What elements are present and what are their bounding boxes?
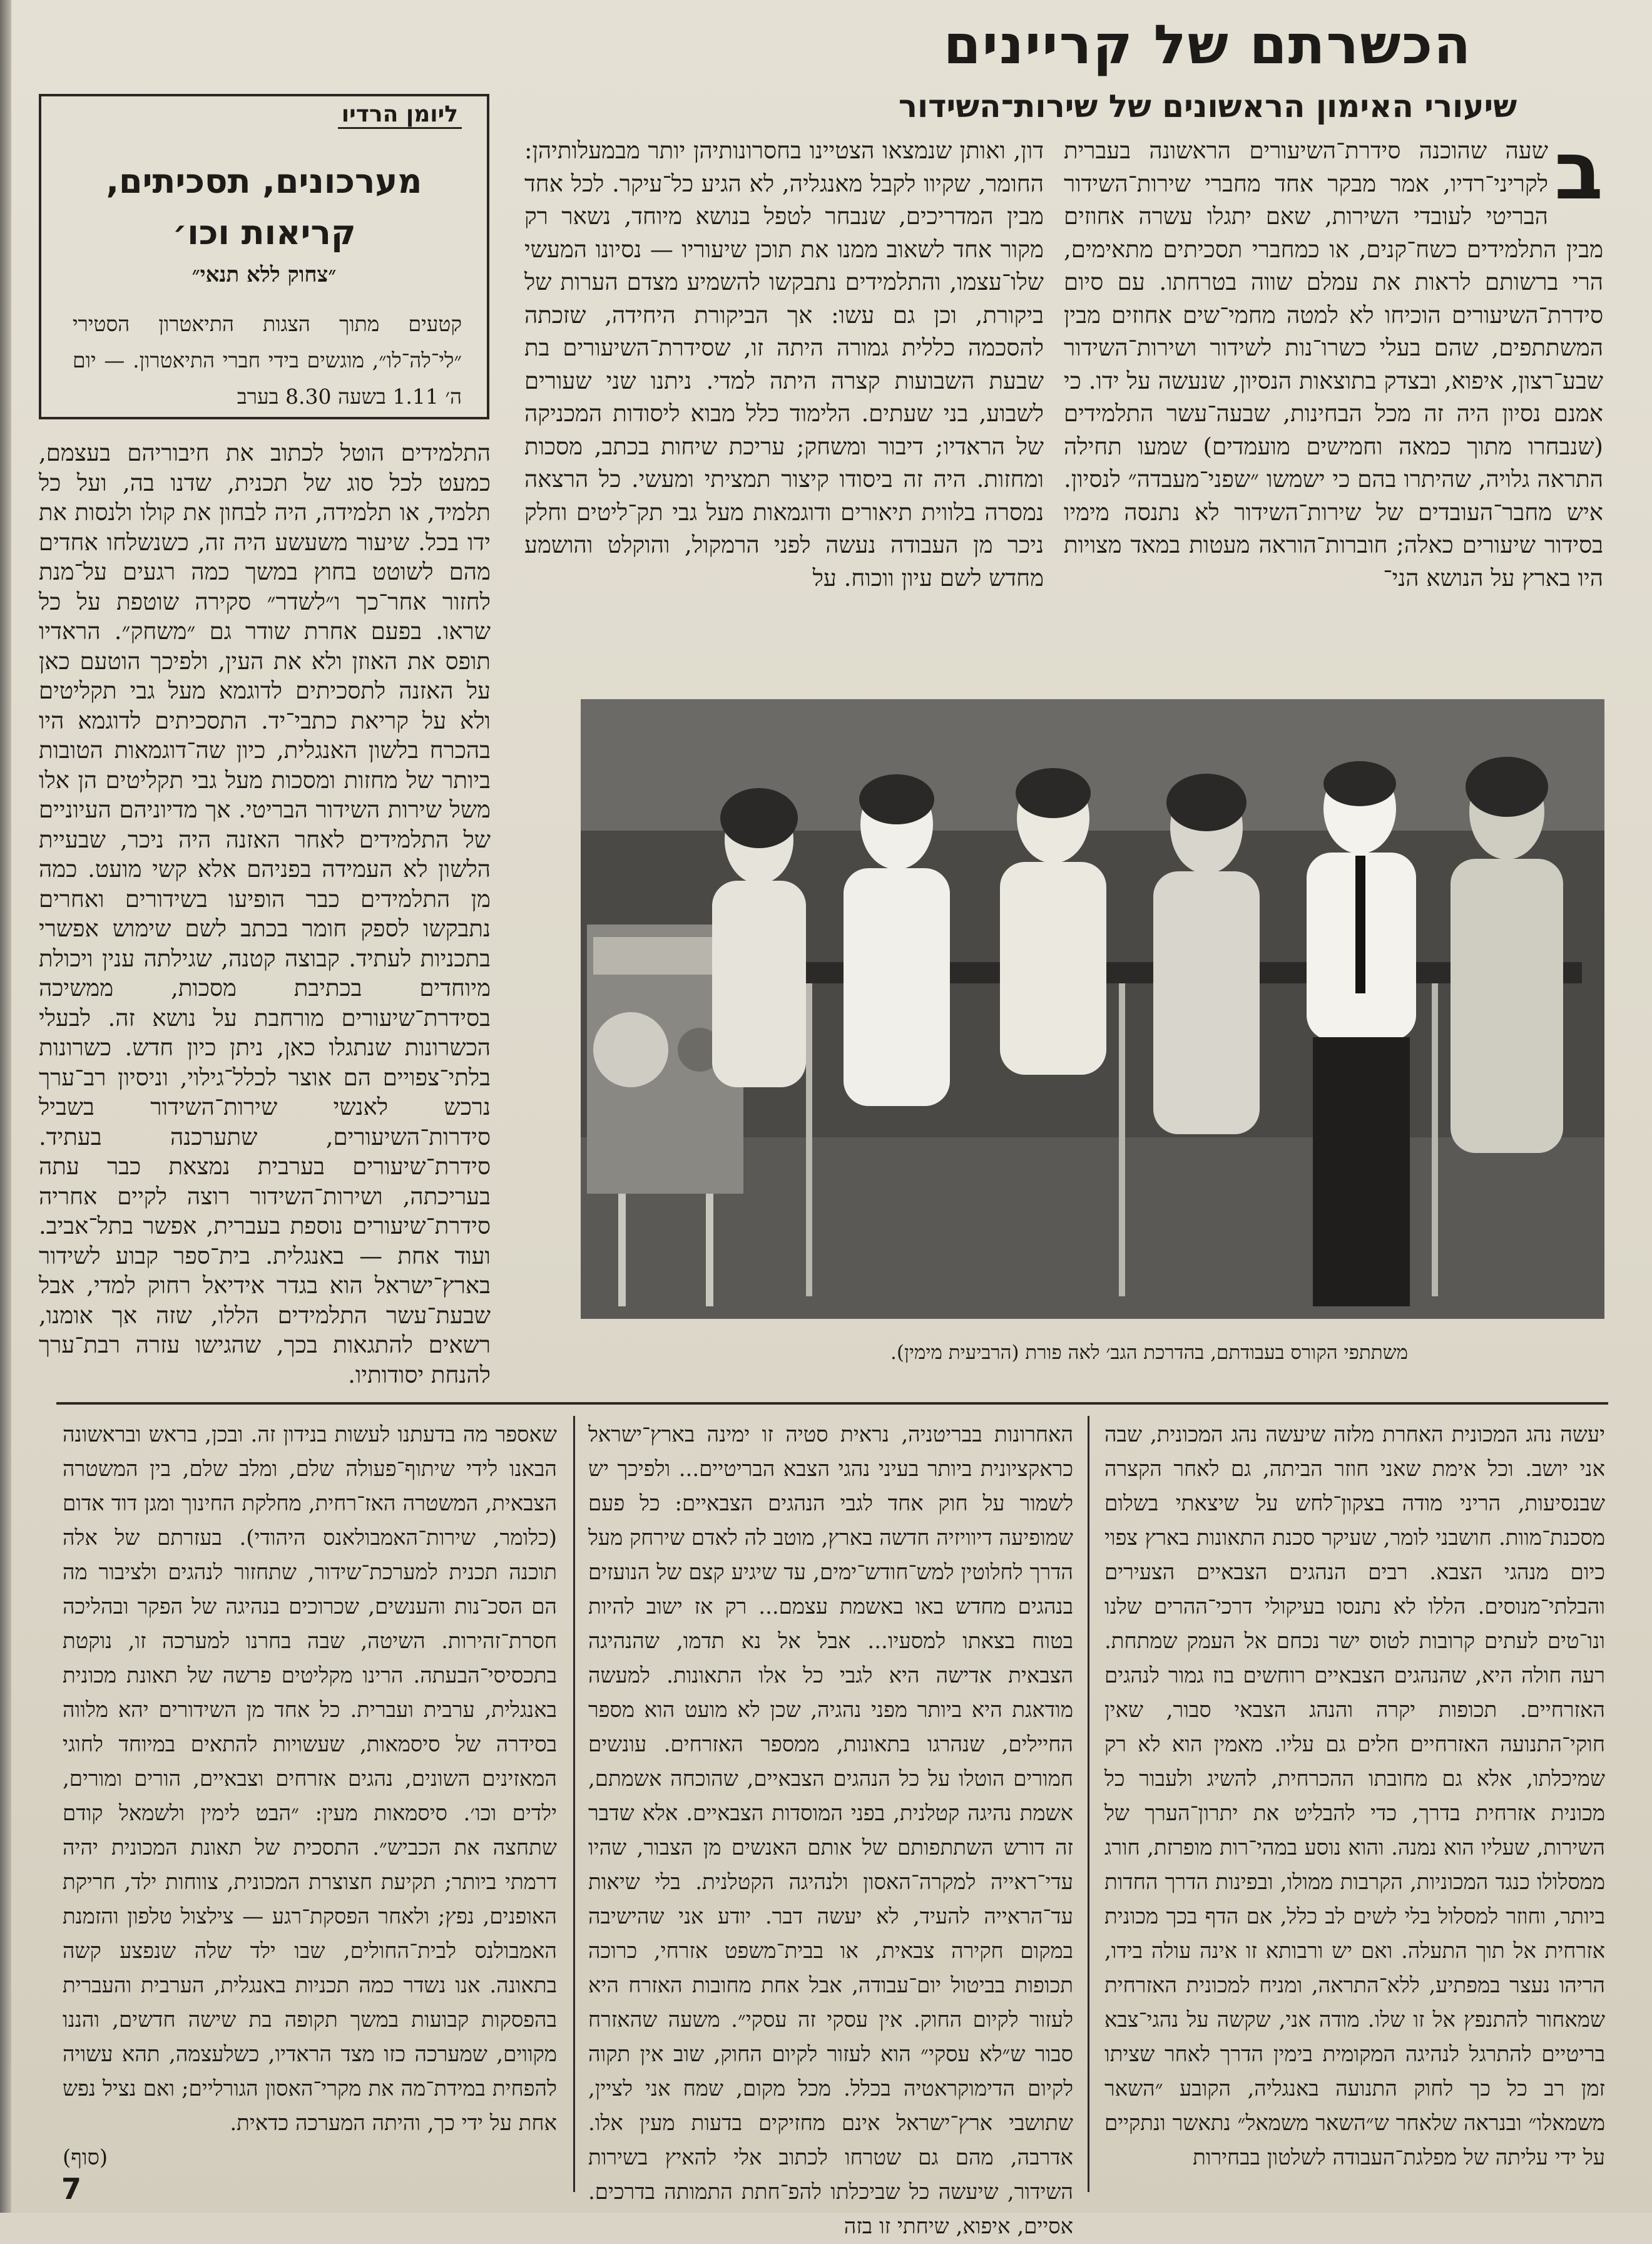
article-text-middle: דון, ואותן שנמצאו הצטיינו בחסרונותיהן יותר מבמעלותיהן: החומר, שקיוו לקבל מאנגליה, לא הגיע כל־עיקר. לכל אחד מבין המדריכים, שנבחר לטפל בנושא מיוחד, נשאר רק מקור אחד לשאוב ממנו את תוכן שיעוריו — נסיונו המעשי שלו־עצמו, והתלמידים נתבקשו להשמיע מצדם הערות של ביקורת, וכן גם עשו: אך הביקורת היחידה, שזכתה להסכמה כללית גמורה היתה זו, שסידרת־השיעורים בת שבעת השבועות קצרה היתה למדי. ניתנו שני שעורים לשבוע, בני שעתים. הלימוד כלל מבוא ליסודות המכניקה של הראדיו; דיבור ומשחק; עריכת שיחות בכתב, מסכות ומחזות. היה זה ביסודו קיצור תמציתי ומעשי. כל הרצאה נמסרה בלווית תיאורים ודוגמאות מעל גבי תק־ליטים וחלק ניכר מן העבודה נעשה לפני הרמקול, והוקלט והושמע מחדש לשם עיון ווכוח. על [524, 137, 1044, 592]
course-photo [581, 699, 1604, 1319]
headline-title: הכשרתם של קריינים [943, 14, 1472, 76]
drop-cap: ב [1554, 125, 1603, 218]
lower-text-1: יעשה נהג המכונית האחרת מלזה שיעשה נהג המכונית, שבה אני יושב. וכל אימת שאני חוזר הביתה, גם לאחר הקצרה שבנסיעות, הריני מודה בצקון־לחש על שיצאתי בשלום מסכנת־מוות. חושבני לומר, שעיקר סכנת התאונות בארץ צפוי כיום מנהגי הצבא. רבים הנהגים הצבאיים הצעירים והבלתי־מנוסים. הללו לא נתנסו בעיקולי דרכי־ההרים שלנו ונו־טים לעתים קרובות לטוס ישר נכחם אל העמק שמתחת. רעה חולה היא, שהנהגים הצבאיים רוחשים בוז גמור לנהגים האזרחיים. תכופות יקרה והנהג הצבאי סבור, שאין חוקי־התנועה האזרחיים חלים גם עליו. מאמין הוא לא רק שמיכלתו, אלא גם מחובתו ההכרחית, להשיג ולעבור כל מכונית אזרחית בדרך, כדי להבליט את יתרון־הערך של השירות, שעליו הוא נמנה. והוא נוסע במהי־רות מופרזת, חורג ממסלולו כנגד המכוניות, הקרבות ממולו, ובפינות הדרך החדות ביותר, וחוזר למסלול בלי לשים לב כלל, אם הדף בכך מכונית אזרחית אל תוך התעלה. ואם יש ורבותא זו אינה עולה בידו, הריהו נעצר במפתיע, ללא־התראה, ומניח למכונית האזרחית שמאחור להתנפץ אל זו שלו. מודה אני, שקשה על נהגי־צבא בריטיים להתרגל לנהיגה המקומית בימין הדרך לאחר שציתו זמן רב כל כך לחוק התנועה באנגליה, הקובע ״השאר משמאלו״ ובנראה שלאחר ש״השאר משמאל״ נתאשר ונתקיים על ידי עליתה של מפלגת־העבודה לשלטון בבחירות [1104, 1422, 1605, 2170]
lower-text-3: שאספר מה בדעתנו לעשות בנידון זה. ובכן, בראש ובראשונה הבאנו לידי שיתוף־פעולה שלם, ומלב שלם, בין המשטרה הצבאית, המשטרה האז־רחית, מחלקת החינוך ומגן דוד אדום (כלומר, שירות־האמבולאנס היהודי). בעזרתם של אלה תוכנה תכנית למערכת־שידור, שתחזור לנהגים ולציבור מה הם הסכ־נות והענשים, שכרוכים בנהיגה של הפקר ובהליכה חסרת־זהירות. השיטה, שבה בחרנו למערכה זו, נוקטת בתכסיסי־הבעתה. הרינו מקליטים פרשה של תאונת מכונית באנגלית, ערבית ועברית. כל אחד מן השידורים יהא מלווה בסידרה של סיסמאות, שעשויות להתאים במיוחד לחוגי המאזינים השונים, נהגים אזרחים וצבאיים, הורים ומורים, ילדים וכו׳. סיסמאות מעין: ״הבט לימין ולשמאל קודם שתחצה את הכביש״. התסכית של תאונת המכונית יהיה דרמתי ביותר; תקיעת חצוצרת המכונית, צווחות ילד, חריקת האופנים, נפץ; ולאחר הפסקת־רגע — צילצול טלפון והזמנת האמבולנס לבית־החולים, שבו ילד שלה שנפצע קשה בתאונה. אנו נשדר כמה תכניות באנגלית, הערבית והעברית בהפסקות קבועות במשך תקופה בת שישה חדשים, והננו מקווים, שמערכה כזו מצד הראדיו, כשלעצמה, תהא עשויה להפחית במידת־מה את מקרי־האסון הגורליים; ואם נציל נפש אחת על ידי כך, והיתה המערכה כדאית. [63, 1422, 557, 2136]
photo-caption: משתתפי הקורס בעבודתם, בהדרכת הגב׳ לאה פורת (הרביעית מימין). [890, 1341, 1408, 1364]
binding-spine [0, 0, 11, 2213]
sign-off: (סוף) [63, 2145, 108, 2170]
lower-column-1 [1104, 1418, 1605, 2200]
article-column-left [39, 438, 491, 1388]
lower-column-3 [63, 1418, 557, 2169]
column-divider-2 [1088, 1416, 1089, 2192]
column-divider-1 [573, 1416, 575, 2192]
course-photo-image [581, 699, 1604, 1319]
radio-diary-tag: ליומן הרדיו [338, 101, 462, 129]
article-text-left: התלמידים הוטל לכתוב את חיבוריהם בעצמם, כמעט לכל סוג של תכנית, שדנו בה, ועל כל תלמיד, או תלמידה, היה לבחון את קולו ולנסות את ידו בכל. שיעור משעשע היה זה, כשנשלחו אחדים מהם לשוטט בחוץ במשך כמה רגעים על־מנת לחזור אחר־כך ו״לשדר״ סקירה שוטפת על כל שראו. בפעם אחרת שודר גם ״משחק״. הראדיו תופס את האוזן ולא את העין, ולפיכך הוטעם כאן על האזנה לתסכיתים לדוגמא מעל גבי תקליטים ולא על קריאת כתבי־יד. התסכיתים לדוגמא היו בהכרח בלשון האנגלית, כיון שה־דוגמאות הטובות ביותר של מחזות ומסכות מעל גבי תקליטים הן אלו משל שירות השידור הבריטי. אך מדיוניהם העיוניים של התלמידים לאחר האזנה היה ניכר, שבעיית הלשון לא העמידה בפניהם אלא קשי מועט. כמה מן התלמידים כבר הופיעו בשידורים ואחרים נתבקשו לספק חומר בכתב לשם שימוש אפשרי בתכניות לעתיד. קבוצה קטנה, שגילתה ענין ויכולת מיוחדים בכתיבת מסכות, ממשיכה בסידרת־שיעורים מורחבת על נושא זה. לבעלי הכשרונות שנתגלו כאן, ניתן כיון חדש. כשרונות בלתי־צפויים הם אוצר לכלל־גילוי, וניסיון רב־ערך נרכש לאנשי שירות־השידור בשביל סידרות־השיעורים, שתערכנה בעתיד. סידרת־שיעורים בערבית נמצאת כבר עתה בעריכתה, ושירות־השידור רוצה לקיים אחריה סידרת־שיעורים נוספת בעברית, אפשר בתל־אביב. ועוד אחת — באנגלית. בית־ספר קבוע לשידור בארץ־ישראל הוא בגדר אידיאל רחוק למדי, אבל שבעת־עשר התלמידים הללו, שזה אך אומנו, רשאים להתגאות בכך, שהגישו עזרה רבת־ערך להנחת יסודותיו. [39, 439, 491, 1388]
article-text-right: שעה שהוכנה סידרת־השיעורים הראשונה בעברית לקריני־רדיו, אמר מבקר אחד מחברי שירות־השידור הבריטי לעובדי השירות, שאם יתגלו עשרה אחוזים מבין התלמידים כשח־קנים, או כמחברי תסכיתים מתאימים, הרי ברשותם לראות את עמלם שווה בטרחתו. עם סיום סידרת־השיעורים הוכיחו לא למטה מחמי־שים אחוזים מבין המשתתפים, שהם בעלי כשרו־נות לשידור ושירות־השידור שבע־רצון, איפוא, ובצדק בתוצאות הנסיון, שנעשה על ידו. כי אמנם נסיון היה זה מכל הבחינות, שבעה־עשר התלמידים (שנבחרו מתוך כמאה וחמישים מועמדים) שמעו תחילה התראה גלויה, שהיתרו בהם כי ישמשו ״שפני־מעבדה״ לנסיון. איש מחבר־העובדים של שירות־השידור לא נתנסה מימיו בסידור שיעורים כאלה; חוברות־הוראה מעטות במאד מצויות היו בארץ על הנושא הני־ [1064, 137, 1603, 592]
radio-diary-show-name: ״צחוק ללא תנאי״ [191, 262, 337, 287]
page-number: 7 [61, 2172, 82, 2206]
headline-subtitle: שיעורי האימון הראשונים של שירות־השידור [898, 88, 1517, 125]
radio-diary-title: מערכונים, תסכיתים, קריאות וכו׳ [106, 161, 422, 252]
article-column-right [1064, 125, 1603, 692]
radio-diary-body: קטעים מתוך הצגות התיאטרון הסטירי ״לי־לה־לו״, מוגשים בידי חברי התיאטרון. — יום ה׳ 1.11 בשעה 8.30 בערב [73, 312, 462, 409]
lower-text-2: האחרונות בבריטניה, נראית סטיה זו ימינה בארץ־ישראל כראקציונית ביותר בעיני נהגי הצבא הבריטיים... ולפיכך יש לשמור על חוק אחד לגבי הנהגים הצבאיים: כל פעם שמופיעה דיוויזיה חדשה בארץ, מוטב לה לאדם שירחק מעל הדרך לחלוטין למש־חודש־ימים, עד שיגיע קצם של הנועזים בנהגים מחדש באו באשמת עצמם... רק אז ישוב להיות בטוח בצאתו למסעיו... אבל אל נא תדמו, שהנהיגה הצבאית אדישה היא לגבי כל אלו התאונות. למעשה מודאגת היא ביותר מפני נהגיה, שכן לא מועט הוא מספר החיילים, שנהרגו בתאונות, ממספר האזרחים. עונשים חמורים הוטלו על כל הנהגים הצבאיים, שהוכחה אשמתם, אשמת נהיגה קטלנית, בפני המוסדות הצבאיים. אלא שדבר זה דורש השתתפותם של אותם האנשים מן הצבור, שהיו עדי־ראייה למקרה־האסון ולנהיגה הקטלנית. בלי שיאות עד־הראייה להעיד, לא יעשה דבר. יודע אני שהישיבה במקום חקירה צבאית, או בבית־משפט אזרחי, כרוכה תכופות בביטול יום־עבודה, אבל אחת מחובות האזרח היא לעזור לקיום החוק. אין עסקי זה עסקי״. משעה שהאזרח סבור ש״לא עסקי״ הוא לעזור לקיום החוק, שוב אין תקוה לקיום הדימוקראטיה בכלל. מכל מקום, שמח אני לציין, שתושבי ארץ־ישראל אינם מחזיקים בדעות מעין אלו. אדרבה, מהם גם שטרחו לכתוב אלי להאיץ בשירות השידור, שיעשה כל שביכלתו להפ־חתת התמותה בדרכים. אסיים, איפוא, שיחתי זו בזה [588, 1422, 1074, 2239]
section-divider [56, 1402, 1608, 1405]
article-column-middle [524, 135, 1044, 692]
radio-diary-box [39, 94, 489, 419]
lower-column-2 [588, 1418, 1074, 2239]
